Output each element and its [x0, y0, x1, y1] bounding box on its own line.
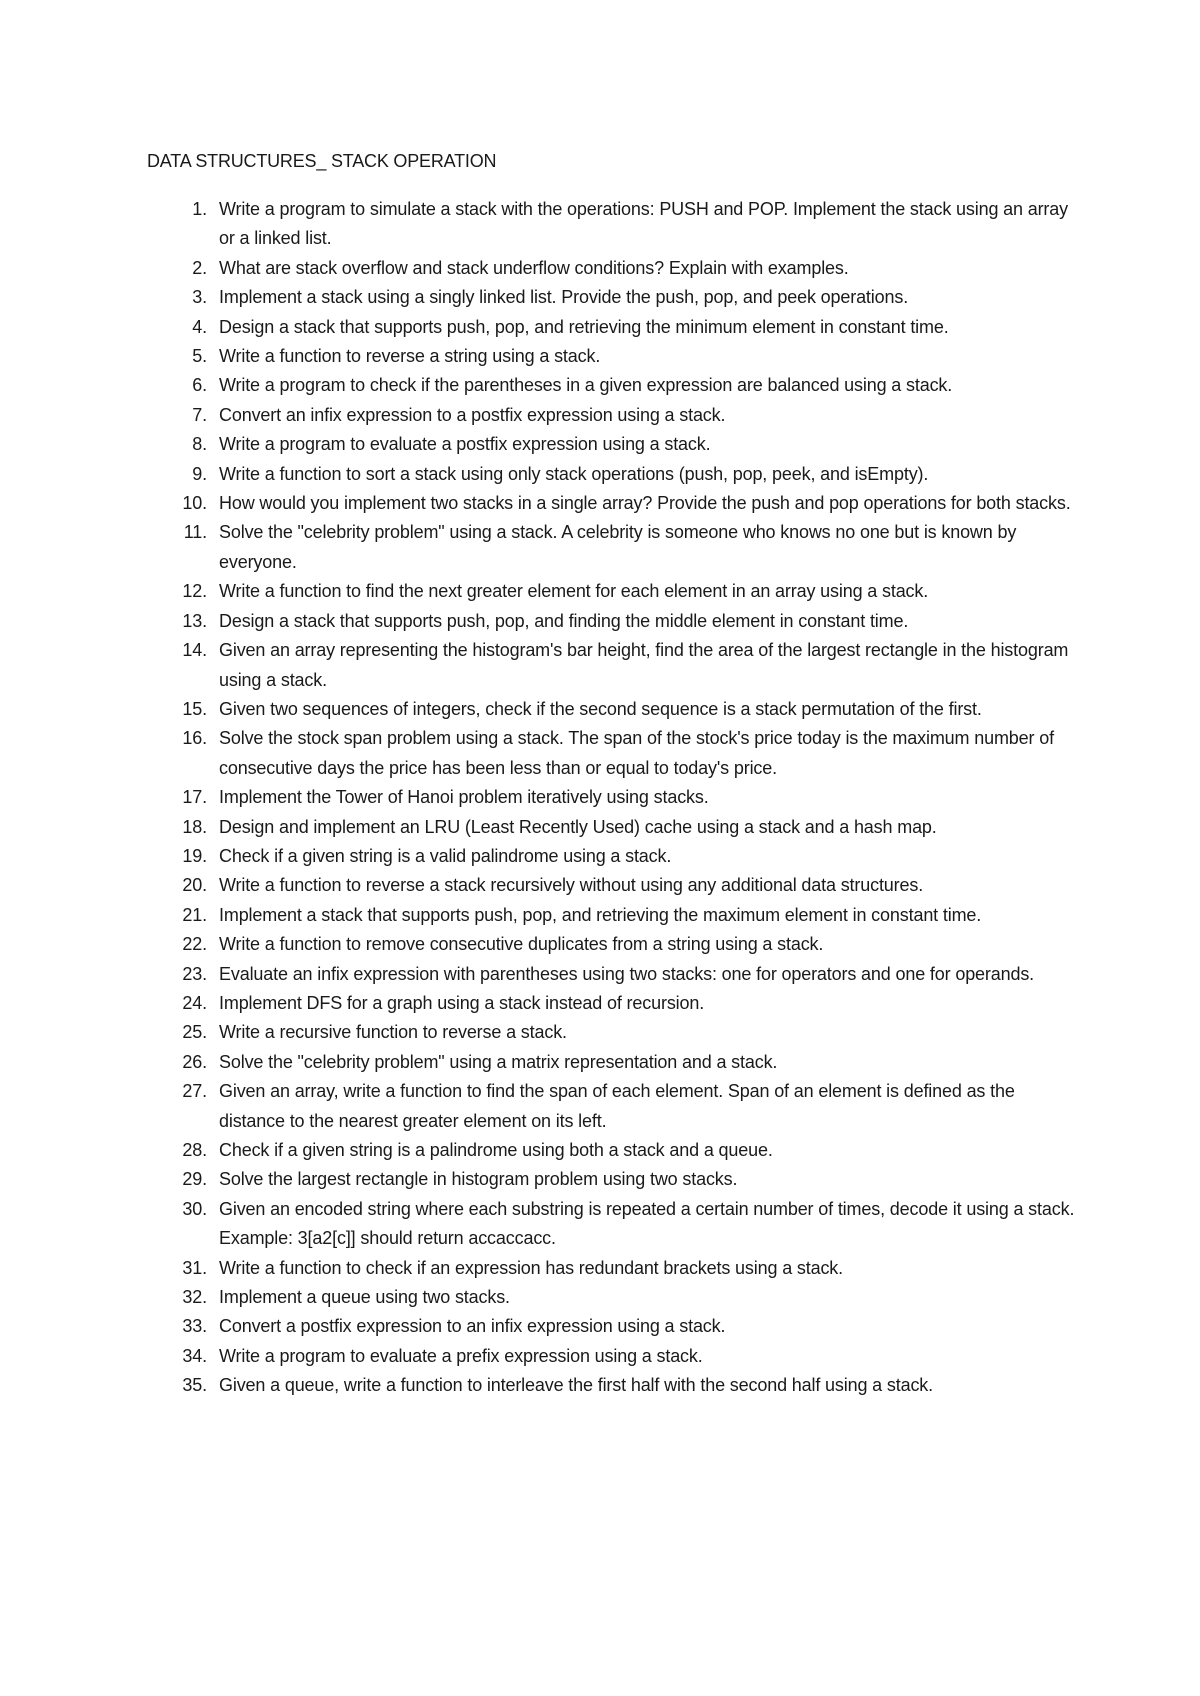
question-item: [147, 1371, 1077, 1400]
question-list: [147, 195, 1077, 1401]
question-number: 21.: [182, 904, 207, 925]
question-text: Solve the "celebrity problem" using a stack. A celebrity is someone who knows no one but is known by everyone.: [219, 522, 1017, 572]
question-item: [147, 960, 1077, 989]
question-item: [147, 871, 1077, 900]
question-item: [147, 1312, 1077, 1341]
question-number: 2.: [192, 257, 207, 278]
question-number: 34.: [182, 1345, 207, 1366]
question-number: 30.: [182, 1198, 207, 1219]
question-text: Solve the "celebrity problem" using a matrix representation and a stack.: [219, 1051, 778, 1072]
question-text: Design and implement an LRU (Least Recently Used) cache using a stack and a hash map.: [219, 816, 937, 837]
question-number: 11.: [183, 522, 207, 543]
question-item: [147, 371, 1077, 400]
question-number: 28.: [182, 1140, 207, 1160]
question-number: 33.: [182, 1316, 207, 1337]
question-item: [147, 342, 1077, 371]
question-number: 1.: [192, 199, 207, 219]
question-number: 8.: [192, 434, 207, 455]
question-number: 6.: [192, 375, 207, 396]
question-number: 14.: [182, 640, 207, 661]
question-number: 35.: [182, 1375, 207, 1396]
question-item: [147, 577, 1077, 606]
question-item: [147, 901, 1077, 930]
question-number: 29.: [182, 1169, 207, 1190]
question-item: [147, 1195, 1077, 1254]
question-text: Given an array, write a function to find the span of each element. Span of an element is defined as the distance to the nearest greater element on its left.: [219, 1081, 1015, 1131]
question-number: 9.: [192, 463, 207, 484]
question-item: [147, 1283, 1077, 1312]
question-number: 27.: [182, 1081, 207, 1102]
question-number: 19.: [182, 845, 207, 866]
question-text: Write a program to evaluate a prefix expression using a stack.: [219, 1345, 703, 1366]
question-text: Convert a postfix expression to an infix expression using a stack.: [219, 1316, 726, 1337]
question-text: Write a program to check if the parentheses in a given expression are balanced using a stack.: [219, 375, 953, 396]
question-number: 5.: [192, 346, 207, 367]
question-text: Given a queue, write a function to interleave the first half with the second half using a stack.: [219, 1375, 934, 1396]
question-text: Given two sequences of integers, check if the second sequence is a stack permutation of the first.: [219, 698, 982, 719]
question-number: 31.: [182, 1257, 207, 1278]
question-number: 12.: [182, 581, 207, 602]
question-number: 3.: [192, 287, 207, 308]
question-text: Write a function to remove consecutive duplicates from a string using a stack.: [219, 934, 824, 955]
question-number: 15.: [182, 698, 207, 719]
question-text: Implement the Tower of Hanoi problem iteratively using stacks.: [219, 787, 709, 808]
question-text: Solve the largest rectangle in histogram problem using two stacks.: [219, 1169, 738, 1190]
question-number: 23.: [182, 963, 207, 984]
question-item: [147, 783, 1077, 812]
question-item: [147, 518, 1077, 577]
question-text: Check if a given string is a valid palindrome using a stack.: [219, 845, 672, 866]
question-number: 20.: [182, 875, 207, 896]
question-item: [147, 460, 1077, 489]
question-item: [147, 842, 1077, 871]
question-text: Write a function to reverse a string using a stack.: [219, 346, 601, 367]
question-text: Write a function to find the next greater element for each element in an array using a stack.: [219, 581, 929, 602]
question-item: [147, 930, 1077, 959]
question-item: [147, 1342, 1077, 1371]
question-item: [147, 1254, 1077, 1283]
question-text: Write a program to simulate a stack with the operations: PUSH and POP. Implement the stack using an array or a linked list.: [219, 199, 1068, 249]
question-text: Write a recursive function to reverse a stack.: [219, 1022, 567, 1043]
question-item: [147, 1077, 1077, 1136]
question-number: 7.: [192, 404, 207, 425]
question-item: [147, 813, 1077, 842]
question-number: 26.: [182, 1051, 207, 1072]
document-title: DATA STRUCTURES_ STACK OPERATION: [147, 151, 497, 171]
question-item: [147, 695, 1077, 724]
question-item: [147, 401, 1077, 430]
question-item: [147, 283, 1077, 312]
question-text: Given an array representing the histogram's bar height, find the area of the largest rectangle in the histogram using a stack.: [219, 640, 1069, 690]
question-item: [147, 607, 1077, 636]
question-text: Write a function to check if an expression has redundant brackets using a stack.: [219, 1257, 844, 1278]
question-item: [147, 313, 1077, 342]
question-item: [147, 1048, 1077, 1077]
question-number: 25.: [182, 1022, 207, 1043]
question-text: Convert an infix expression to a postfix expression using a stack.: [219, 404, 726, 425]
question-text: What are stack overflow and stack underflow conditions? Explain with examples.: [219, 257, 849, 278]
question-item: [147, 489, 1077, 518]
question-text: Write a function to reverse a stack recursively without using any additional data structures.: [219, 875, 924, 896]
question-item: [147, 195, 1077, 254]
question-text: Given an encoded string where each substring is repeated a certain number of times, decode it using a stack. Example: 3[a2[c]] should return accaccacc.: [219, 1198, 1075, 1249]
question-text: Design a stack that supports push, pop, and finding the middle element in constant time.: [219, 610, 909, 631]
question-text: Solve the stock span problem using a stack. The span of the stock's price today is the maximum number of consecutive days the price has been less than or equal to today's price.: [219, 728, 1054, 778]
question-text: Write a program to evaluate a postfix expression using a stack.: [219, 434, 711, 455]
question-number: 13.: [182, 610, 207, 631]
question-item: [147, 1018, 1077, 1047]
question-number: 16.: [182, 728, 207, 749]
question-item: [147, 1165, 1077, 1194]
question-item: [147, 1136, 1077, 1165]
question-item: [147, 636, 1077, 695]
question-number: 17.: [182, 787, 207, 808]
question-text: Implement a queue using two stacks.: [219, 1287, 510, 1308]
question-number: 4.: [192, 316, 207, 337]
question-text: Check if a given string is a palindrome using both a stack and a queue.: [219, 1140, 773, 1160]
question-number: 22.: [182, 934, 207, 955]
question-text: How would you implement two stacks in a single array? Provide the push and pop operations for both stacks.: [219, 493, 1071, 514]
question-text: Write a function to sort a stack using only stack operations (push, pop, peek, and isEmpty).: [219, 463, 929, 484]
question-text: Implement a stack that supports push, pop, and retrieving the maximum element in constant time.: [219, 904, 982, 925]
question-number: 24.: [182, 992, 207, 1013]
question-item: [147, 989, 1077, 1018]
question-number: 32.: [182, 1287, 207, 1308]
question-text: Implement DFS for a graph using a stack instead of recursion.: [219, 992, 705, 1013]
question-text: Design a stack that supports push, pop, and retrieving the minimum element in constant time.: [219, 316, 949, 337]
question-text: Evaluate an infix expression with parentheses using two stacks: one for operators and one for operands.: [219, 963, 1035, 984]
question-number: 10.: [182, 493, 207, 514]
question-item: [147, 254, 1077, 283]
question-number: 18.: [182, 816, 207, 837]
question-text: Implement a stack using a singly linked list. Provide the push, pop, and peek operations.: [219, 287, 909, 308]
question-item: [147, 724, 1077, 783]
question-item: [147, 430, 1077, 459]
